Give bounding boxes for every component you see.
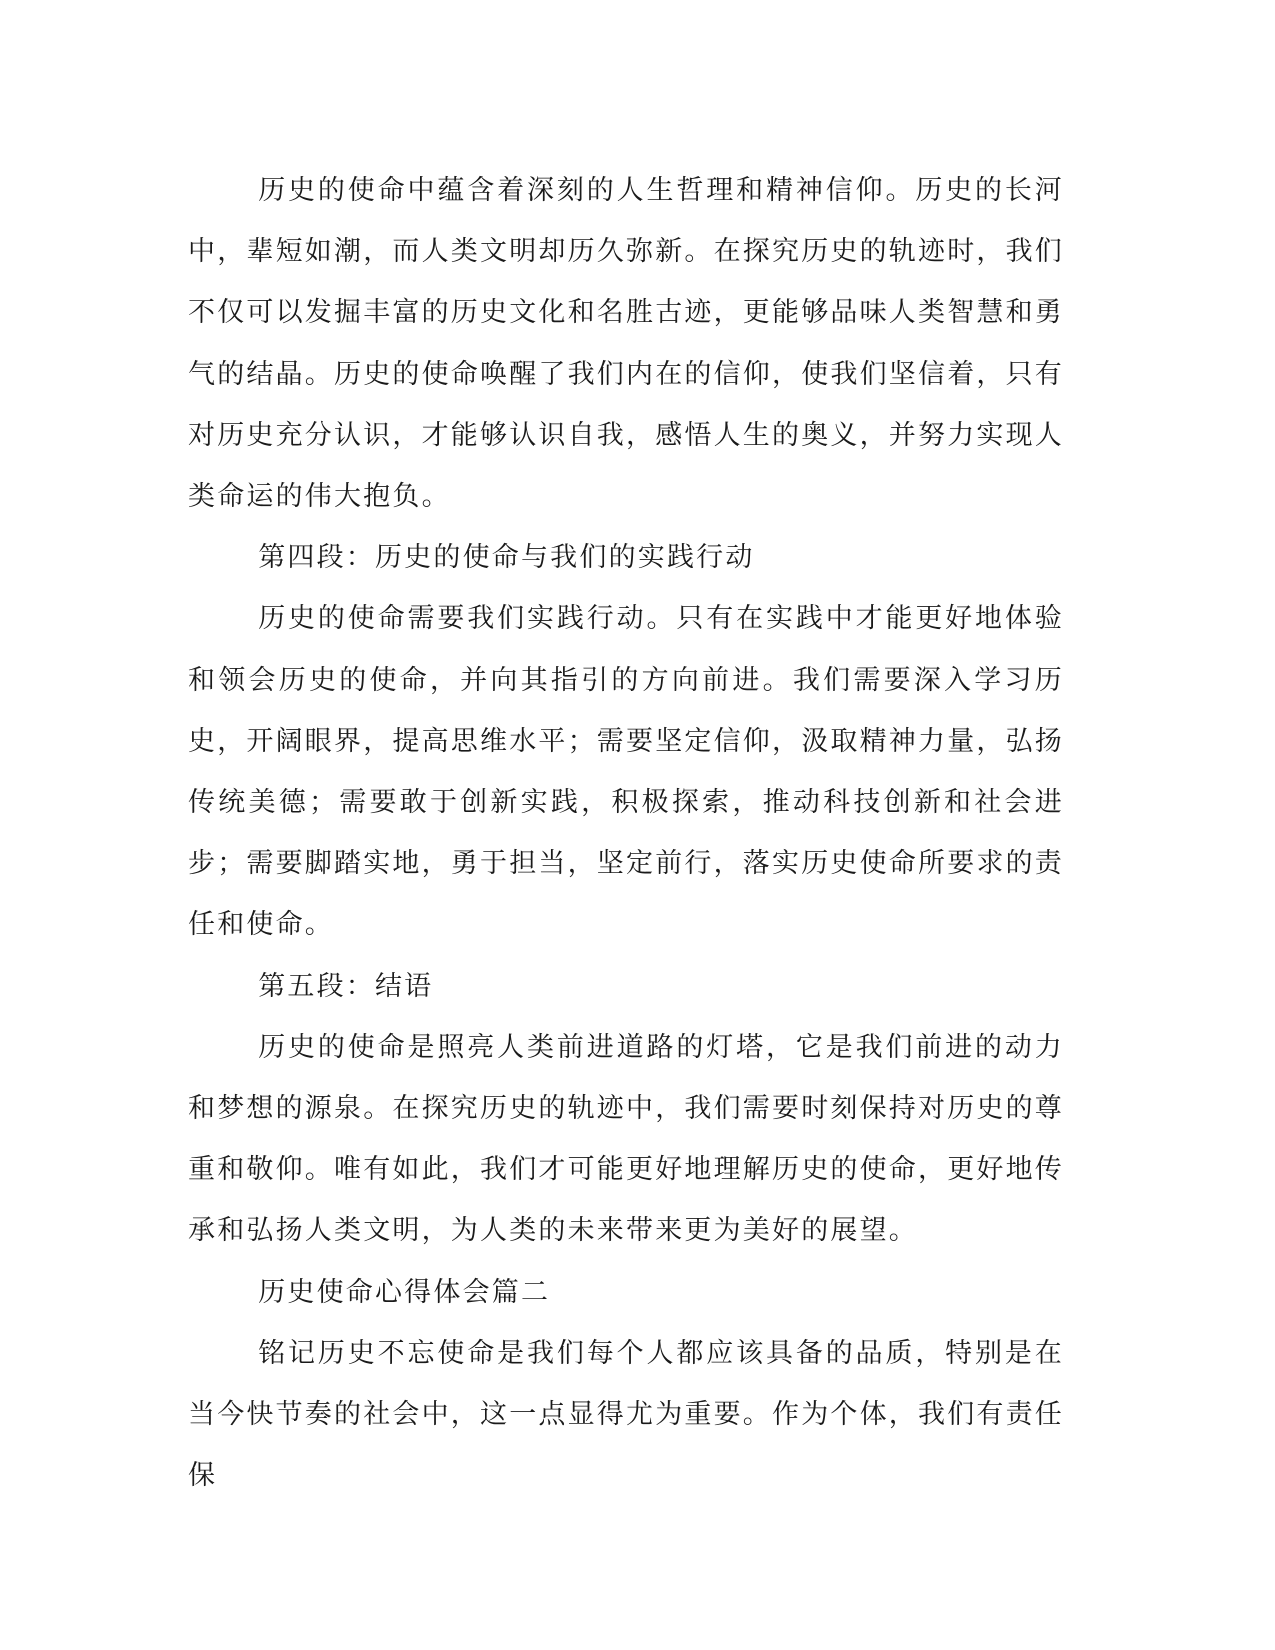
article-title-two: 历史使命心得体会篇二 [258,1276,551,1308]
paragraph-philosophy: 历史的使命中蕴含着深刻的人生哲理和精神信仰。历史的长河中，辈短如潮，而人类文明却历久弥新。在探究历史的轨迹时，我们不仅可以发掘丰富的历史文化和名胜古迹，更能够品味人类智慧和勇气的结晶。历史的使命唤醒了我们内在的信仰，使我们坚信着，只有对历史充分认识，才能够认识自我，感悟人生的奥义，并努力实现人类命运的伟大抱负。 [188,175,1064,513]
paragraph-practice: 历史的使命需要我们实践行动。只有在实践中才能更好地体验和领会历史的使命，并向其指引的方向前进。我们需要深入学习历史，开阔眼界，提高思维水平；需要坚定信仰，汲取精神力量，弘扬传统美德；需要敢于创新实践，积极探索，推动科技创新和社会进步；需要脚踏实地，勇于担当，坚定前行，落实历史使命所要求的责任和使命。 [188,603,1064,941]
section-heading-five: 第五段：结语 [258,970,434,1002]
paragraph-remember-history: 铭记历史不忘使命是我们每个人都应该具备的品质，特别是在当今快节奏的社会中，这一点显得尤为重要。作为个体，我们有责任保 [188,1337,1064,1492]
document-body [188,160,1064,1506]
paragraph-conclusion: 历史的使命是照亮人类前进道路的灯塔，它是我们前进的动力和梦想的源泉。在探究历史的轨迹中，我们需要时刻保持对历史的尊重和敬仰。唯有如此，我们才可能更好地理解历史的使命，更好地传承和弘扬人类文明，为人类的未来带来更为美好的展望。 [188,1031,1064,1247]
section-heading-four: 第四段：历史的使命与我们的实践行动 [258,542,755,574]
